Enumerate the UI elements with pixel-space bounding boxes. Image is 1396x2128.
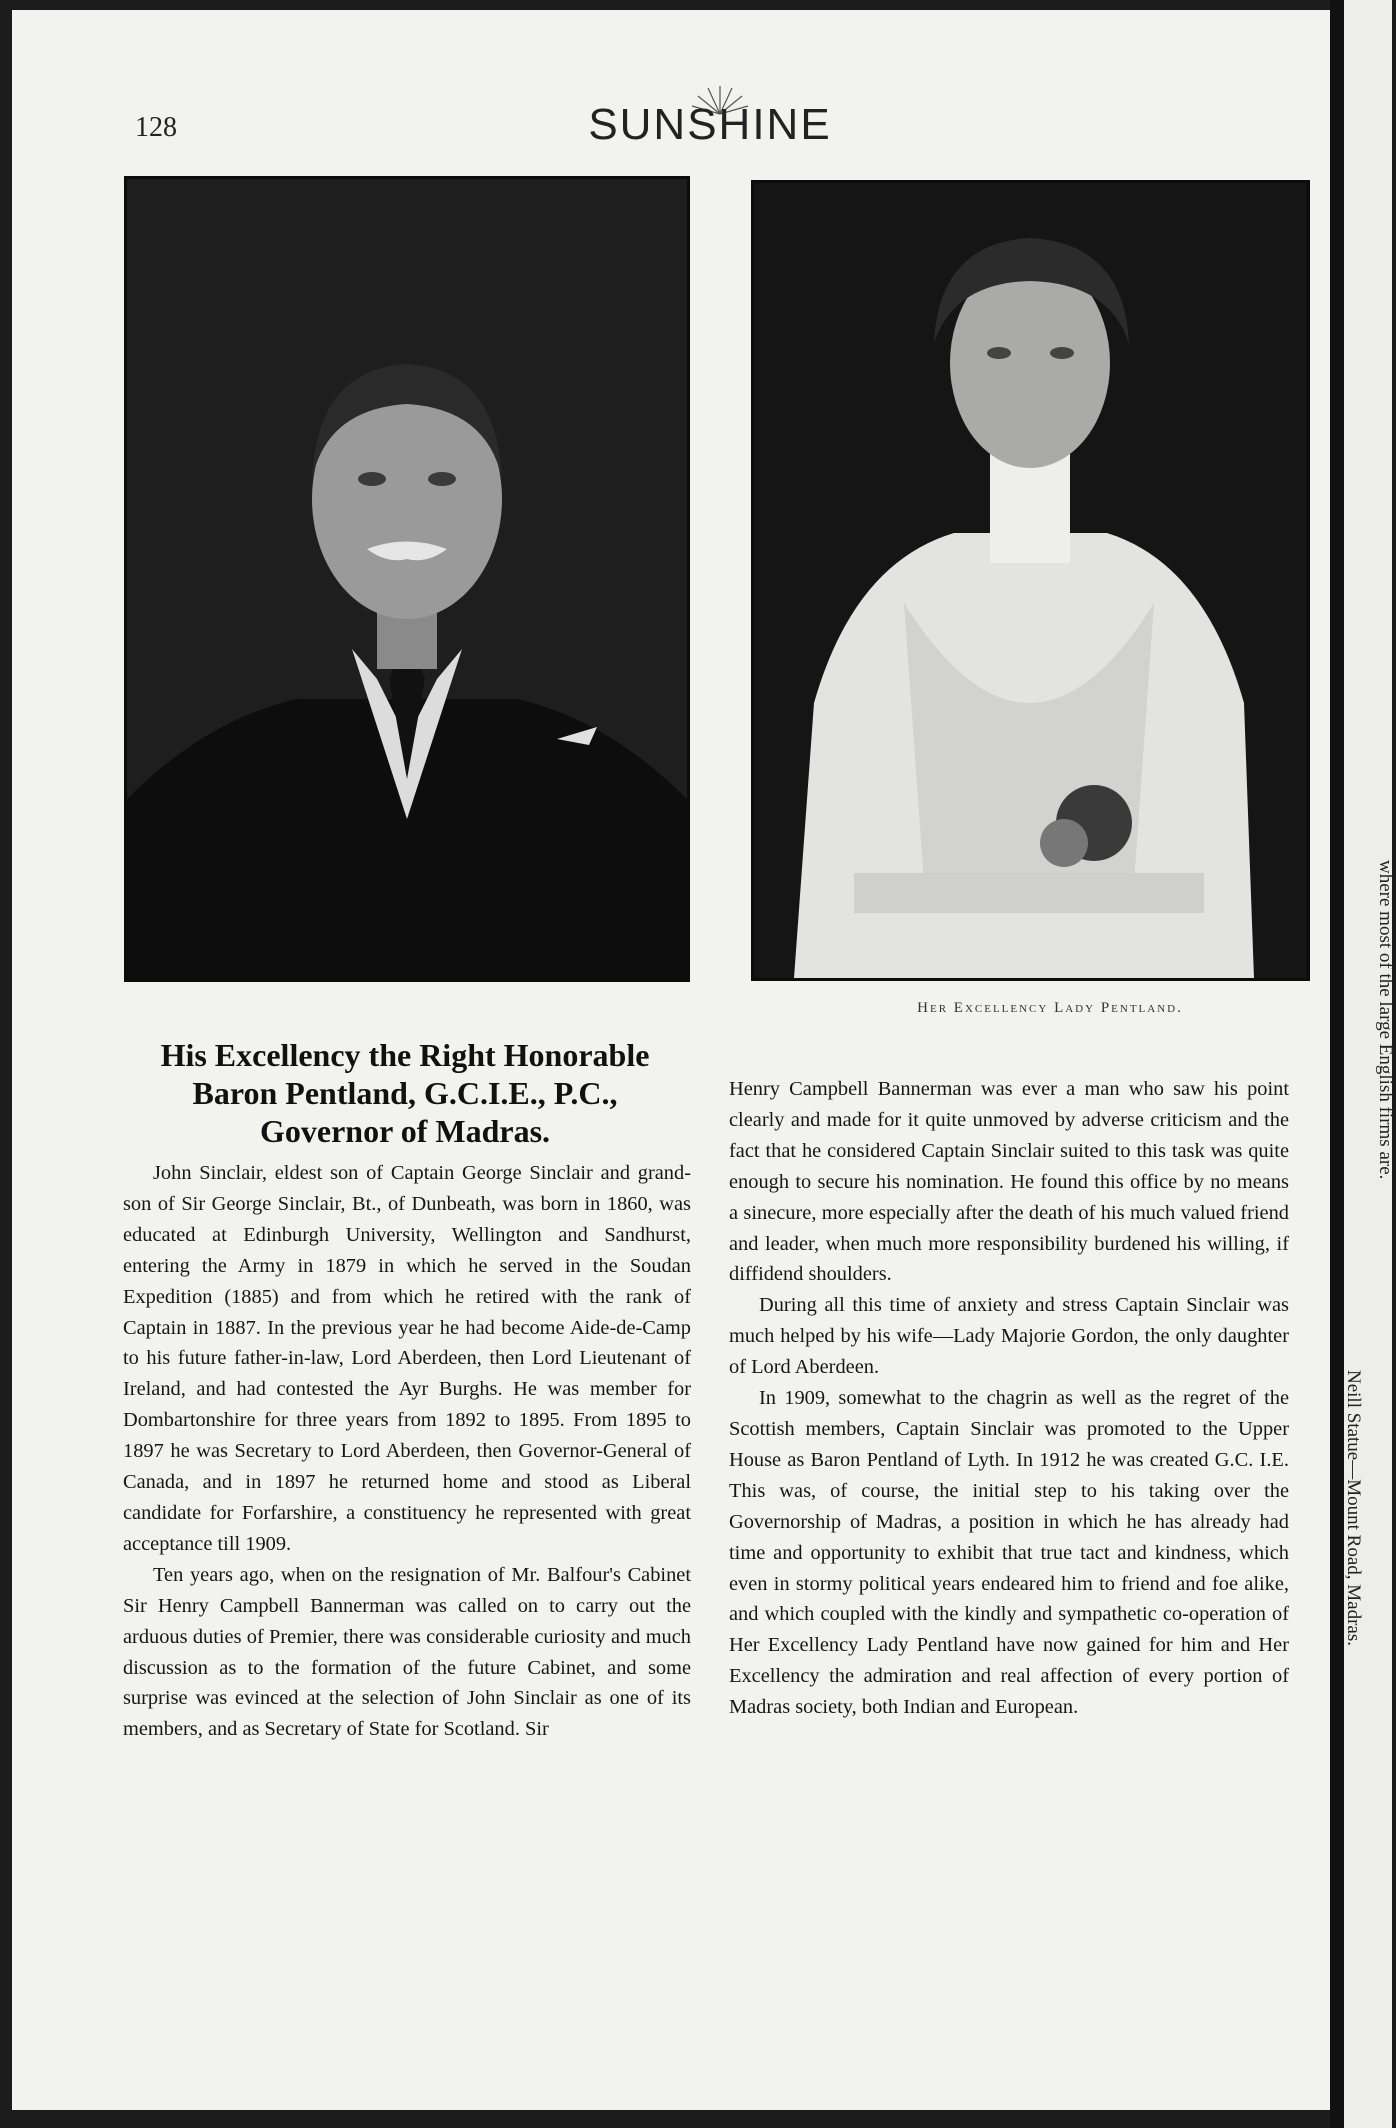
title-line-2: Baron Pentland, G.C.I.E., P.C., bbox=[192, 1075, 618, 1111]
portrait-lady-pentland bbox=[751, 180, 1310, 981]
paragraph: Ten years ago, when on the resignation of Mr. Balfour's Cabinet Sir Henry Campbell Bannerman was called on to carry out the arduous duties of Premier, there was considerable curiosity and much discussion as to the formation of the future Cabinet, and some surprise was evinced at the selection of John Sinclair as one of its members, and as Secretary of State for Scotland. Sir bbox=[123, 1563, 691, 1741]
paragraph: John Sinclair, eldest son of Captain George Sinclair and grand-son of Sir George Sinclair, Bt., of Dunbeath, was born in 1860, was educated at Edinburgh University, Wellington and Sandhurst, entering the Army in 1879 in which he served in the Soudan Expedition (1885) and from which he retired with the rank of Captain in 1887. In the previous year he had become Aide-de-Camp to his future father-in-law, Lord Aberdeen, then Lord Lieutenant of Ireland, and had contested the Ayr Burghs. He was member for Dombartonshire for three years from 1892 to 1895. From 1895 to 1897 he was Secretary to Lord Aberdeen, then Governor-General of Canada, and in 1897 he returned home and stood as Liberal candidate for Forfarshire, a constituency he represented with great acceptance till 1909. bbox=[123, 1162, 691, 1555]
masthead: SUNSHINE bbox=[588, 100, 832, 149]
article-title bbox=[120, 1036, 690, 1150]
portrait-baron-pentland bbox=[124, 176, 690, 982]
title-line-3: Governor of Madras. bbox=[259, 1113, 551, 1149]
photo-caption: Her Excellency Lady Pentland. bbox=[917, 1000, 1183, 1016]
title-line-1: His Excellency the Right Honorable bbox=[160, 1037, 650, 1073]
man-portrait-icon bbox=[127, 179, 687, 979]
paragraph: In 1909, somewhat to the chagrin as well as the regret of the Scottish members, Captain Sinclair was promoted to the Upper House as Baron Pentland of Lyth. In 1912 he was created G.C. I.E. This was, of course, the initial step to his taking over the Governorship of Madras, a position in which he has already had time and opportunity to exhibit that true tact and kindness, which even in stormy political years endeared him to friend and foe alike, and which coupled with the kindly and sympathetic co-operation of Her Excellency Lady Pentland have now gained for him and Her Excellency the admiration and real affection of every portion of Madras society, both Indian and European. bbox=[729, 1387, 1289, 1719]
paragraph: Henry Campbell Bannerman was ever a man who saw his point clearly and made for it quite unmoved by adverse criticism and the fact that he considered Captain Sinclair suited to this task was quite enough to secure his nomination. He found this office by no means a sinecure, more especially after the death of his much valued friend and leader, when much more responsibility burdened his willing, if diffidend shoulders. bbox=[729, 1078, 1289, 1286]
page-number: 128 bbox=[135, 112, 177, 143]
article-column-right bbox=[729, 1074, 1289, 1723]
adjacent-page-text-1: where most of the large English firms are. bbox=[1375, 860, 1396, 1180]
adjacent-page-text-2: Neill Statue—Mount Road, Madras. bbox=[1343, 1370, 1364, 1646]
article-column-left bbox=[123, 1158, 691, 1745]
paragraph: During all this time of anxiety and stress Captain Sinclair was much helped by his wife—Lady Majorie Gordon, the only daughter of Lord Aberdeen. bbox=[729, 1294, 1289, 1379]
woman-portrait-icon bbox=[754, 183, 1307, 978]
page-gutter bbox=[1330, 0, 1344, 2128]
